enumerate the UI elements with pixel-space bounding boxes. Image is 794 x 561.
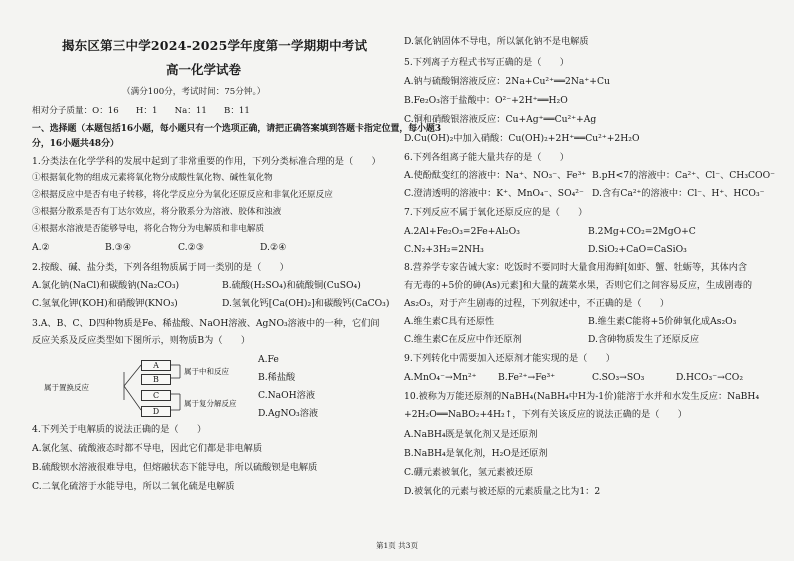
q8-option-c[interactable]: C.维生素C在反应中作还原剂 xyxy=(404,334,522,345)
q6-stem: 6.下列各组离子能大量共存的是（ ） xyxy=(404,152,569,163)
q2-option-d[interactable]: D.氢氧化钙[Ca(OH)₂]和碳酸钙(CaCO₃) xyxy=(222,298,390,309)
q3-option-b[interactable]: B.稀盐酸 xyxy=(258,372,296,383)
q1-statement-2: ②根据反应中是否有电子转移，将化学反应分为氧化还原反应和非氧化还原反应 xyxy=(32,190,333,200)
q10-option-c[interactable]: C.硼元素被氧化，氢元素被还原 xyxy=(404,467,534,478)
q7-option-d[interactable]: D.SiO₂+CaO=CaSiO₃ xyxy=(588,244,687,255)
q1-stem: 1.分类法在化学学科的发展中起到了非常重要的作用，下列分类标准合理的是（ ） xyxy=(32,156,381,167)
q4-option-a[interactable]: A.氯化氢、硫酸液态时都不导电，因此它们都是非电解质 xyxy=(32,443,263,454)
q2-option-a[interactable]: A.氯化钠(NaCl)和碳酸钠(Na₂CO₃) xyxy=(32,280,180,291)
q3-stem-cont: 反应关系及反应类型如下图所示，则物质B为（ ） xyxy=(32,335,251,346)
q5-option-c[interactable]: C.铜和硝酸银溶液反应：Cu+Ag⁺══Cu²⁺+Ag xyxy=(404,114,597,125)
q10-stem-cont: +2H₂O══NaBO₂+4H₂↑，下列有关该反应的说法正确的是（ ） xyxy=(404,409,687,420)
diagram-label-neutralization: 属于中和反应 xyxy=(184,367,229,376)
q4-stem: 4.下列关于电解质的说法正确的是（ ） xyxy=(32,424,207,435)
q4-option-c[interactable]: C.二氧化硫溶于水能导电，所以二氧化硫是电解质 xyxy=(32,481,235,492)
q10-stem: 10.被称为万能还原剂的NaBH₄(NaBH₄中H为-1价)能溶于水并和水发生反应：NaBH₄ xyxy=(404,391,760,402)
q3-option-d[interactable]: D.AgNO₃溶液 xyxy=(258,408,319,419)
q3-option-c[interactable]: C.NaOH溶液 xyxy=(258,390,316,401)
q8-stem: 8.营养学专家告诫大家：吃饭时不要同时大量食用海鲜[如虾、蟹、牡蛎等，其体内含 xyxy=(404,262,748,273)
page-footer: 第1页 共3页 xyxy=(376,541,418,550)
q10-option-a[interactable]: A.NaBH₄既是氧化剂又是还原剂 xyxy=(404,429,538,440)
q7-option-c[interactable]: C.N₂+3H₂=2NH₃ xyxy=(404,244,484,255)
section-heading-cont: 分，16小题共48分） xyxy=(32,139,119,149)
q8-stem-cont-2: As₂O₃，对于产生剧毒的过程，下列叙述中，不正确的是（ ） xyxy=(404,298,670,309)
q9-option-d[interactable]: D.HCO₃⁻→CO₂ xyxy=(676,372,744,383)
q6-option-b[interactable]: B.pH<7的溶液中：Ca²⁺、Cl⁻、CH₃COO⁻ xyxy=(592,170,775,181)
exam-subtitle: 高一化学试卷 xyxy=(166,62,242,77)
section-heading: 一、选择题（本题包括16小题，每小题只有一个选项正确，请把正确答案填到答题卡指定位置，每小题3 xyxy=(32,124,442,134)
q8-option-b[interactable]: B.维生素C能将+5价砷氧化成As₂O₃ xyxy=(588,316,737,327)
q3-option-a[interactable]: A.Fe xyxy=(258,354,279,365)
diagram-box-b: B xyxy=(141,374,171,385)
q1-option-c[interactable]: C.②③ xyxy=(178,242,205,253)
q6-option-d[interactable]: D.含有Ca²⁺的溶液中：Cl⁻、H⁺、HCO₃⁻ xyxy=(592,188,765,199)
q2-option-b[interactable]: B.硫酸(H₂SO₄)和硫酸铜(CuSO₄) xyxy=(222,280,361,291)
q6-option-c[interactable]: C.澄清透明的溶液中：K⁺、MnO₄⁻、SO₄²⁻ xyxy=(404,188,584,199)
q4-option-b[interactable]: B.硫酸钡水溶液很难导电，但熔融状态下能导电，所以硫酸钡是电解质 xyxy=(32,462,318,473)
q1-option-b[interactable]: B.③④ xyxy=(105,242,132,253)
q5-stem: 5.下列离子方程式书写正确的是（ ） xyxy=(404,57,569,68)
q2-stem: 2.按酸、碱、盐分类，下列各组物质属于同一类别的是（ ） xyxy=(32,262,289,273)
q7-stem: 7.下列反应不属于氧化还原反应的是（ ） xyxy=(404,207,588,218)
q6-option-a[interactable]: A.使酚酞变红的溶液中：Na⁺、NO₃⁻、Fe³⁺ xyxy=(404,170,587,181)
q8-stem-cont: 有无毒的+5价的砷(As)元素]和大量的蔬菜水果，否则它们之间容易反应，生成剧毒的 xyxy=(404,280,753,291)
diagram-box-a: A xyxy=(141,360,171,371)
q3-stem: 3.A、B、C、D四种物质是Fe、稀盐酸、NaOH溶液、AgNO₃溶液中的一种，它们间 xyxy=(32,318,380,329)
atomic-masses: 相对分子质量：O：16 H：1 Na：11 B：11 xyxy=(32,106,250,116)
diagram-box-d: D xyxy=(141,406,171,417)
q9-option-c[interactable]: C.SO₃→SO₃ xyxy=(592,372,645,383)
diagram-label-double-decomposition: 属于复分解反应 xyxy=(184,399,237,408)
q8-option-a[interactable]: A.维生素C具有还原性 xyxy=(404,316,495,327)
q1-option-a[interactable]: A.② xyxy=(32,242,50,253)
q4-option-d[interactable]: D.氯化钠固体不导电，所以氯化钠不是电解质 xyxy=(404,36,589,47)
q1-statement-3: ③根据分散系是否有丁达尔效应，将分散系分为溶液、胶体和浊液 xyxy=(32,207,282,217)
q7-option-b[interactable]: B.2Mg+CO₂=2MgO+C xyxy=(588,226,696,237)
diagram-label-displacement: 属于置换反应 xyxy=(44,383,89,392)
q10-option-b[interactable]: B.NaBH₄是氧化剂，H₂O是还原剂 xyxy=(404,448,548,459)
exam-title: 揭东区第三中学2024-2025学年度第一学期期中考试 xyxy=(62,38,368,53)
score-info: （满分100分，考试时间：75分钟。） xyxy=(122,87,266,97)
q5-option-b[interactable]: B.Fe₂O₃溶于盐酸中：O²⁻+2H⁺══H₂O xyxy=(404,95,568,106)
q9-option-a[interactable]: A.MnO₄⁻→Mn²⁺ xyxy=(404,372,477,383)
q5-option-d[interactable]: D.Cu(OH)₂中加入硝酸：Cu(OH)₂+2H⁺══Cu²⁺+2H₂O xyxy=(404,133,640,144)
q5-option-a[interactable]: A.钠与硫酸铜溶液反应：2Na+Cu²⁺══2Na⁺+Cu xyxy=(404,76,610,87)
q8-option-d[interactable]: D.含砷物质发生了还原反应 xyxy=(588,334,700,345)
q7-option-a[interactable]: A.2Al+Fe₂O₃=2Fe+Al₂O₃ xyxy=(404,226,520,237)
q1-option-d[interactable]: D.②④ xyxy=(260,242,287,253)
q9-option-b[interactable]: B.Fe²⁺→Fe³⁺ xyxy=(498,372,556,383)
reaction-diagram xyxy=(24,358,237,428)
q1-statement-1: ①根据氧化物的组成元素将氧化物分成酸性氧化物、碱性氧化物 xyxy=(32,173,273,183)
q9-stem: 9.下列转化中需要加入还原剂才能实现的是（ ） xyxy=(404,353,615,364)
q2-option-c[interactable]: C.氢氧化钾(KOH)和硝酸钾(KNO₃) xyxy=(32,298,178,309)
q1-statement-4: ④根据水溶液是否能够导电，将化合物分为电解质和非电解质 xyxy=(32,224,265,234)
q10-option-d[interactable]: D.被氧化的元素与被还原的元素质量之比为1：2 xyxy=(404,486,601,497)
diagram-box-c: C xyxy=(141,390,171,401)
